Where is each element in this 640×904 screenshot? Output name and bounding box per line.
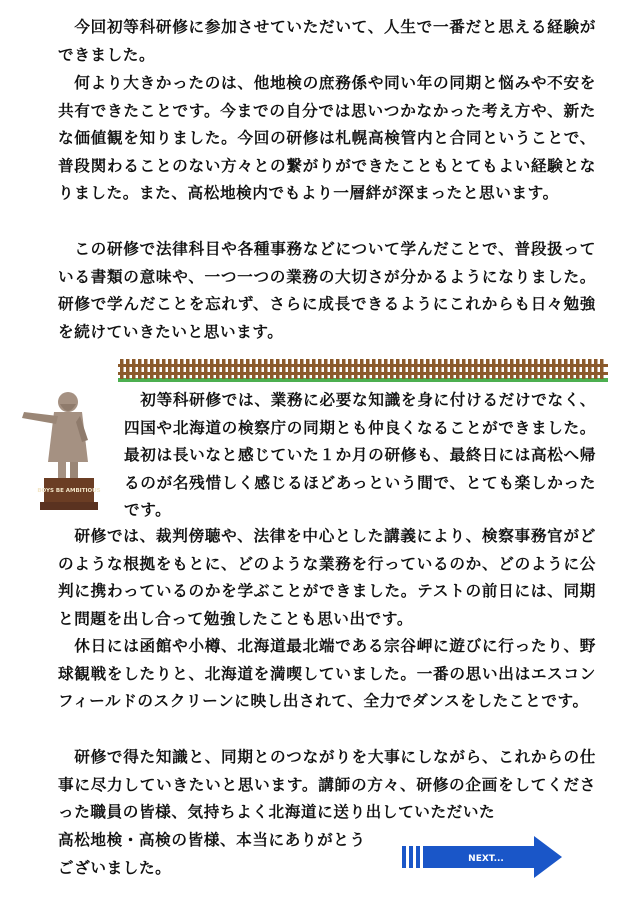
fence-picket [534, 359, 538, 379]
fence-picket [486, 359, 490, 379]
fence-picket [474, 359, 478, 379]
fence-picket [174, 359, 178, 379]
fence-picket [408, 359, 412, 379]
fence-picket [246, 359, 250, 379]
fence-picket [480, 359, 484, 379]
fence-picket [162, 359, 166, 379]
fence-picket [384, 359, 388, 379]
fence-picket [468, 359, 472, 379]
fence-picket [522, 359, 526, 379]
fence-picket [330, 359, 334, 379]
fence-picket [120, 359, 124, 379]
fence-picket [312, 359, 316, 379]
fence-picket [210, 359, 214, 379]
fence-picket [540, 359, 544, 379]
fence-picket [390, 359, 394, 379]
fence-picket [444, 359, 448, 379]
closing-line-1: 高松地検・高検の皆様、本当にありがとう [58, 831, 366, 849]
fence-picket [132, 359, 136, 379]
fence-picket [426, 359, 430, 379]
fence-picket [354, 359, 358, 379]
fence-picket [318, 359, 322, 379]
fence-picket [144, 359, 148, 379]
fence-picket [294, 359, 298, 379]
next-button[interactable] [402, 836, 564, 880]
fence-picket [360, 359, 364, 379]
fence-picket [396, 359, 400, 379]
paragraph-5: 研修では、裁判傍聴や、法律を中心とした講義により、検察事務官がどのような根拠をもとに、どのような業務を行っているのか、どのように公判に携わっているのかを学ぶことができました。テストの前日には、同期と問題を出し合って勉強したことも思い出です。 [58, 527, 596, 628]
fence-picket [306, 359, 310, 379]
fence-picket [180, 359, 184, 379]
fence-picket [228, 359, 232, 379]
fence-picket [558, 359, 562, 379]
fence-picket [492, 359, 496, 379]
fence-picket [582, 359, 586, 379]
fence-picket [552, 359, 556, 379]
fence-picket [138, 359, 142, 379]
fence-picket [366, 359, 370, 379]
fence-picket [594, 359, 598, 379]
fence-picket [270, 359, 274, 379]
fence-picket [348, 359, 352, 379]
fence-picket [258, 359, 262, 379]
fence-picket [378, 359, 382, 379]
paragraph-4: 初等科研修では、業務に必要な知識を身に付けるだけでなく、四国や北海道の検察庁の同期とも仲良くなることができました。最初は長いなと感じていた１か月の研修も、最終日には高松へ帰るのが名残惜しく感じるほどあっという間で、とても楽しかったです。 [124, 391, 596, 520]
fence-picket [192, 359, 196, 379]
fence-picket [450, 359, 454, 379]
fence-picket [402, 359, 406, 379]
paragraph-7: 研修で得た知識と、同期とのつながりを大事にしながら、これからの仕事に尽力していきたいと思います。講師の方々、研修の企画をしてくださった職員の皆様、気持ちよく北海道に送り出していただいた [58, 748, 596, 822]
fence-picket [252, 359, 256, 379]
closing-line-2: ございました。 [58, 859, 172, 877]
fence-picket [282, 359, 286, 379]
fence-picket [342, 359, 346, 379]
fence-picket [336, 359, 340, 379]
fence-picket [498, 359, 502, 379]
fence-picket [222, 359, 226, 379]
fence-picket [528, 359, 532, 379]
fence-picket [276, 359, 280, 379]
fence-picket [414, 359, 418, 379]
statue-plaque-text: BOYS BE AMBITIOUS [37, 488, 101, 494]
fence-picket [372, 359, 376, 379]
fence-picket [564, 359, 568, 379]
fence-picket [216, 359, 220, 379]
fence-picket [264, 359, 268, 379]
fence-picket [576, 359, 580, 379]
fence-picket [420, 359, 424, 379]
fence-picket [438, 359, 442, 379]
fence-picket [546, 359, 550, 379]
paragraph-6: 休日には函館や小樽、北海道最北端である宗谷岬に遊びに行ったり、野球観戦をしたりと、北海道を満喫していました。一番の思い出はエスコンフィールドのスクリーンに映し出されて、全力でダンスをしたことです。 [58, 637, 596, 711]
fence-picket [156, 359, 160, 379]
fence-picket [288, 359, 292, 379]
fence-picket [300, 359, 304, 379]
fence-picket [432, 359, 436, 379]
fence-picket [462, 359, 466, 379]
clark-statue-illustration [18, 378, 110, 510]
fence-picket [186, 359, 190, 379]
fence-picket [504, 359, 508, 379]
fence-picket [150, 359, 154, 379]
fence-picket [126, 359, 130, 379]
fence-picket [570, 359, 574, 379]
fence-picket [240, 359, 244, 379]
fence-picket [168, 359, 172, 379]
fence-picket [204, 359, 208, 379]
next-button-label: NEXT... [468, 854, 504, 864]
fence-picket [600, 359, 604, 379]
fence-picket [198, 359, 202, 379]
fence-picket [324, 359, 328, 379]
fence-picket [588, 359, 592, 379]
paragraph-2: 何より大きかったのは、他地検の庶務係や同い年の同期と悩みや不安を共有できたことです。今までの自分では思いつかなかった考え方や、新たな価値観を知りました。今回の研修は札幌高検管内と合同ということで、普段関わることのない方々との繋がりができたこともとてもよい経験となりました。また、高松地検内でもより一層絆が深まったと思います。 [58, 74, 596, 203]
fence-picket [456, 359, 460, 379]
paragraph-1: 今回初等科研修に参加させていただいて、人生で一番だと思える経験ができました。 [58, 18, 596, 64]
fence-picket [510, 359, 514, 379]
fence-illustration [118, 358, 608, 382]
fence-picket [516, 359, 520, 379]
paragraph-3: この研修で法律科目や各種事務などについて学んだことで、普段扱っている書類の意味や、一つ一つの業務の大切さが分かるようになりました。研修で学んだことを忘れず、さらに成長できるようにこれからも日々勉強を続けていきたいと思います。 [58, 240, 596, 341]
fence-picket [234, 359, 238, 379]
